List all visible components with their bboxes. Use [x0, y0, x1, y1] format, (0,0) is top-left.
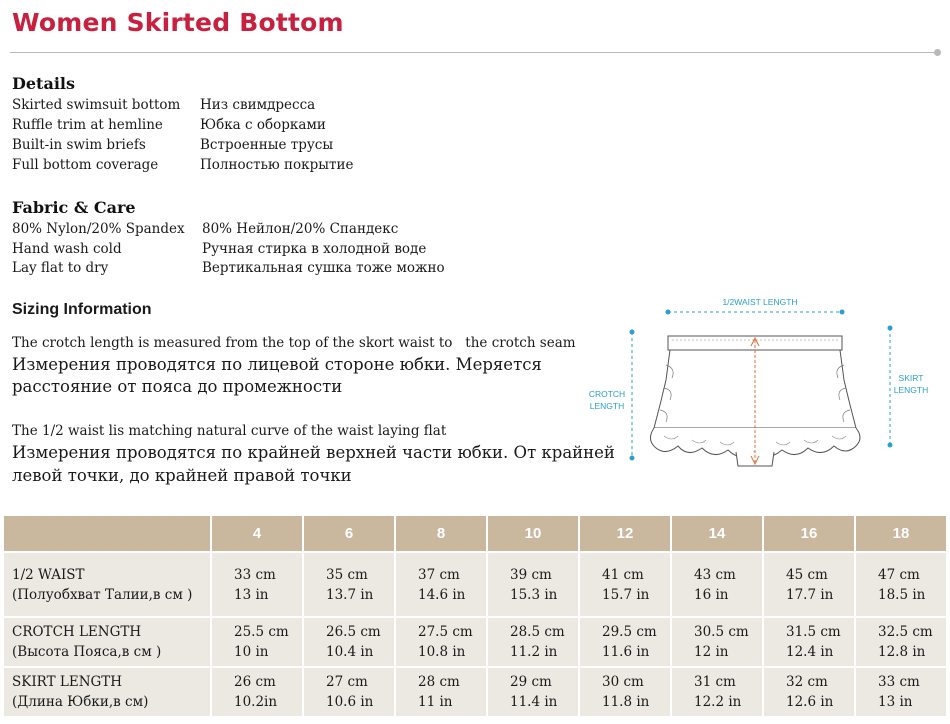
table-cell: 29 cm 11.4 in: [487, 667, 579, 717]
skirt-length-label-2: LENGTH: [893, 385, 929, 395]
details-en-3: Built-in swim briefs: [12, 137, 146, 153]
fabric-ru-3: Вертикальная сушка тоже можно: [202, 260, 445, 276]
waist-note-ru-2: левой точки, до крайней правой точки: [12, 466, 352, 485]
crotch-length-label-2: LENGTH: [589, 401, 625, 411]
size-header-cell: 6: [303, 515, 395, 552]
fabric-ru-1: 80% Нейлон/20% Спандекс: [202, 221, 399, 237]
size-header-cell: 10: [487, 515, 579, 552]
table-cell: 30.5 cm 12 in: [671, 617, 763, 667]
details-ru-4: Полностью покрытие: [200, 157, 354, 173]
skirt-measurement-diagram: [580, 290, 940, 490]
size-header-cell: 18: [855, 515, 947, 552]
row-label: CROTCH LENGTH (Высота Пояса,в см ): [3, 617, 211, 667]
row-label: 1/2 WAIST (Полуобхват Талии,в см ): [3, 552, 211, 617]
size-header-cell: 8: [395, 515, 487, 552]
table-cell: 39 cm 15.3 in: [487, 552, 579, 617]
table-cell: 29.5 cm 11.6 in: [579, 617, 671, 667]
table-cell: 37 cm 14.6 in: [395, 552, 487, 617]
details-en-4: Full bottom coverage: [12, 157, 159, 173]
sizing-heading: Sizing Information: [12, 301, 152, 318]
table-cell: 32.5 cm 12.8 in: [855, 617, 947, 667]
table-cell: 30 cm 11.8 in: [579, 667, 671, 717]
table-cell: 33 cm 13 in: [211, 552, 303, 617]
waist-note-en: The 1/2 waist lis matching natural curve of the waist laying flat: [12, 423, 447, 439]
table-cell: 28.5 cm 11.2 in: [487, 617, 579, 667]
size-header-empty: [3, 515, 211, 552]
fabric-en-2: Hand wash cold: [12, 241, 122, 257]
size-header-row: [3, 515, 947, 552]
table-row: [3, 667, 947, 717]
table-cell: 27.5 cm 10.8 in: [395, 617, 487, 667]
table-cell: 26.5 cm 10.4 in: [303, 617, 395, 667]
waist-note-ru-1: Измерения проводятся по крайней верхней части юбки. От крайней: [12, 443, 615, 462]
size-header-cell: 14: [671, 515, 763, 552]
table-cell: 28 cm 11 in: [395, 667, 487, 717]
size-header-cell: 16: [763, 515, 855, 552]
table-cell: 31 cm 12.2 in: [671, 667, 763, 717]
size-header-cell: 12: [579, 515, 671, 552]
fabric-ru-2: Ручная стирка в холодной воде: [202, 241, 427, 257]
table-cell: 26 cm 10.2in: [211, 667, 303, 717]
table-cell: 45 cm 17.7 in: [763, 552, 855, 617]
title-divider: [10, 52, 936, 53]
fabric-en-3: Lay flat to dry: [12, 260, 109, 276]
size-chart-table: [2, 514, 948, 718]
table-cell: 27 cm 10.6 in: [303, 667, 395, 717]
table-row: [3, 617, 947, 667]
row-label: SKIRT LENGTH (Длина Юбки,в см): [3, 667, 211, 717]
fabric-en-1: 80% Nylon/20% Spandex: [12, 221, 185, 237]
table-cell: 33 cm 13 in: [855, 667, 947, 717]
table-cell: 31.5 cm 12.4 in: [763, 617, 855, 667]
crotch-note-ru-2: расстояние от пояса до промежности: [12, 377, 343, 396]
crotch-note-en: The crotch length is measured from the top of the skort waist to the crotch seam: [12, 335, 576, 351]
details-ru-1: Низ свимдресса: [200, 97, 316, 113]
crotch-length-label-1: CROTCH: [588, 389, 626, 399]
table-cell: 43 cm 16 in: [671, 552, 763, 617]
page-title: Women Skirted Bottom: [12, 8, 344, 37]
waist-length-label: 1/2WAIST LENGTH: [722, 297, 798, 307]
title-divider-dot: [934, 49, 941, 56]
table-cell: 25.5 cm 10 in: [211, 617, 303, 667]
fabric-heading: Fabric & Care: [12, 198, 136, 217]
details-en-1: Skirted swimsuit bottom: [12, 97, 181, 113]
table-cell: 47 cm 18.5 in: [855, 552, 947, 617]
table-cell: 32 cm 12.6 in: [763, 667, 855, 717]
details-ru-3: Встроенные трусы: [200, 137, 334, 153]
crotch-note-ru-1: Измерения проводятся по лицевой стороне юбки. Меряется: [12, 355, 542, 374]
table-cell: 35 cm 13.7 in: [303, 552, 395, 617]
size-header-cell: 4: [211, 515, 303, 552]
details-heading: Details: [12, 74, 75, 93]
table-cell: 41 cm 15.7 in: [579, 552, 671, 617]
details-en-2: Ruffle trim at hemline: [12, 117, 163, 133]
table-row: [3, 552, 947, 617]
details-ru-2: Юбка с оборками: [200, 117, 326, 133]
skirt-length-label-1: SKIRT: [898, 373, 924, 383]
